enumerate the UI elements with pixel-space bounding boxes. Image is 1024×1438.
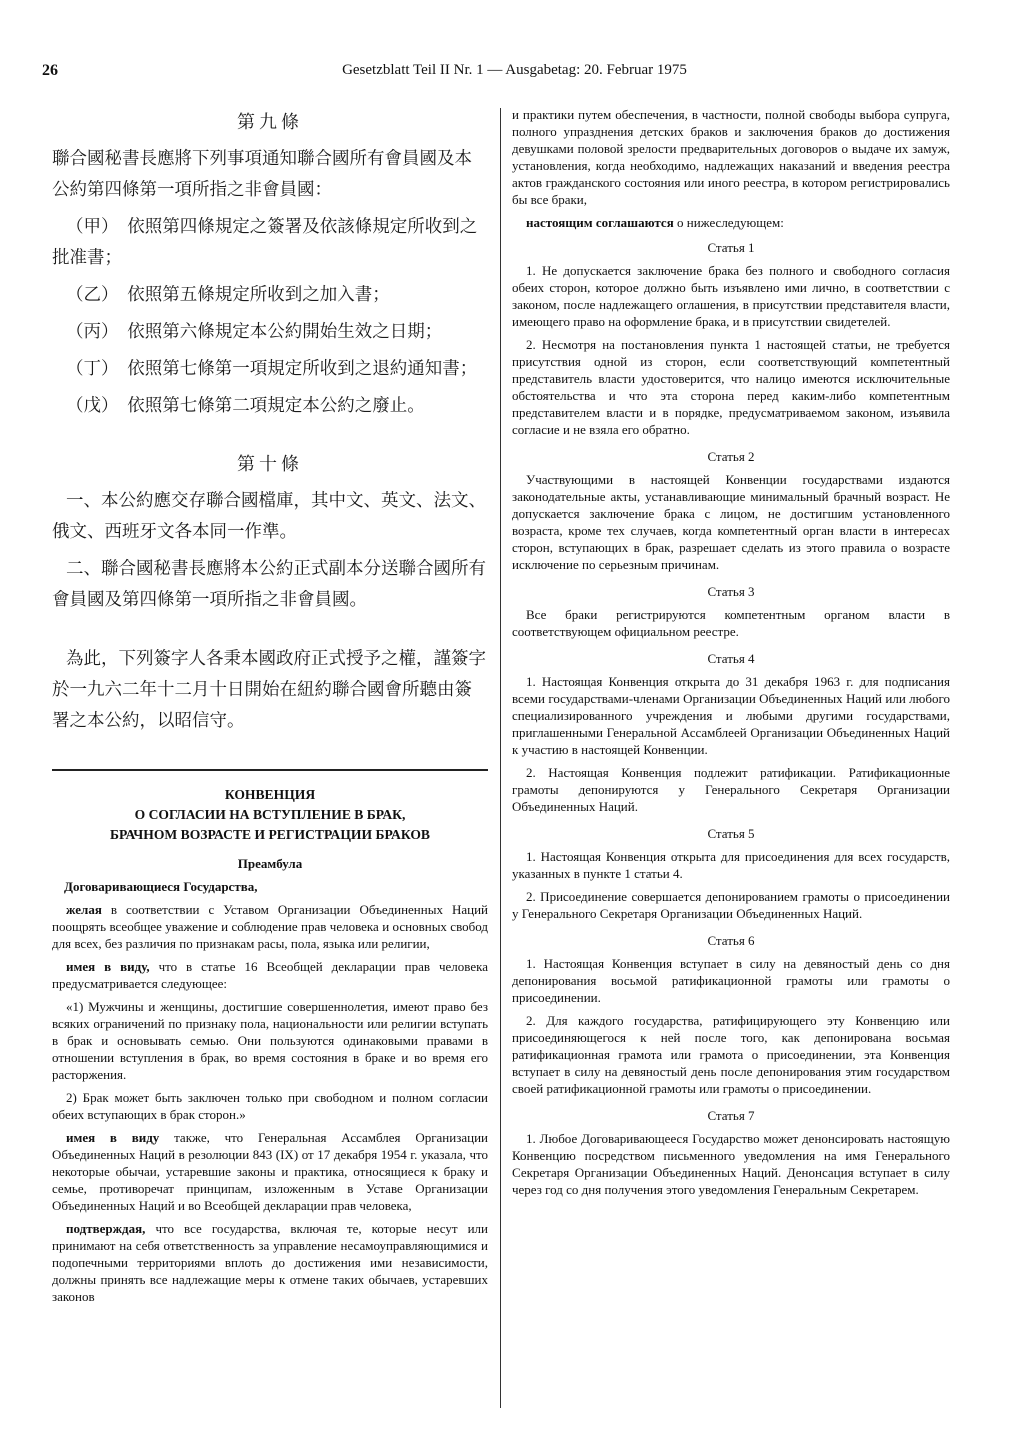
article-paragraph: 2. Несмотря на постановления пункта 1 настоящей статьи, не требуется присутствия одной из сторон, если соответствующий компетентный представитель власти удостоверится, что налицо имеются исключительные обстоятельства и что эта сторона перед каким-либо компетентным представителем власти и в порядке, предусматриваемом законом, изъявила согласие и не взяла его обратно. xyxy=(512,337,950,437)
chinese-article-9-item: （丁） 依照第七條第一項規定所收到之退約通知書； xyxy=(66,359,478,379)
quotation-paragraph: «1) Мужчины и женщины, достигшие совершеннолетия, имеют право без всяких ограничений по признаку пола, национальности или религии вступать в брак и основывать семью. Они пользуются одинаковыми правами в отношении вступления в брак, во время состояния в браке и во время его расторжения. xyxy=(52,999,488,1082)
spacer xyxy=(52,622,488,644)
paragraph-text: о нижеследующем: xyxy=(676,215,784,230)
article-1-heading: Статья 1 xyxy=(707,240,755,255)
russian-text-right xyxy=(512,106,950,1198)
chinese-article-9-intro: 聯合國秘書長應將下列事項通知聯合國所有會員國及本公約第四條第一項所指之非會員國： xyxy=(52,149,472,200)
article-6-heading: Статья 6 xyxy=(707,933,755,948)
paragraph-text: что все государства, включая те, которые несут или принимают на себя ответственность за управление несамоуправляющимися и подопечными территориями вплоть до достижения ими независимости, должны принять все надлежащие меры к отмене таких обычаев, устаревших законов xyxy=(52,1221,488,1304)
page-number: 26 xyxy=(42,62,58,79)
article-paragraph: 1. Любое Договаривающееся Государство может денонсировать настоящую Конвенцию посредством письменного уведомления на имя Генерального Секретаря Организации Объединенных Наций. Денонсация вступает в силу через год со дня получения этого уведомления Генеральным Секретарем. xyxy=(512,1131,950,1197)
lead-word: желая xyxy=(66,902,102,917)
article-5-heading: Статья 5 xyxy=(707,826,755,841)
chinese-article-9-item: （乙） 依照第五條規定所收到之加入書； xyxy=(66,285,390,305)
convention-title-line: КОНВЕНЦИЯ xyxy=(224,787,316,802)
agreement-clause xyxy=(512,214,950,231)
chinese-article-10-item: 一、本公約應交存聯合國檔庫，其中文、英文、法文、俄文、西班牙文各本同一作準。 xyxy=(52,491,486,542)
right-column xyxy=(512,106,950,1204)
russian-text-left xyxy=(52,785,488,1305)
article-paragraph: Участвующими в настоящей Конвенции государствами издаются законодательные акты, устанавливающие минимальный брачный возраст. Не допускается заключение брака с лицом, не достигшим установленного возраста, кроме тех случаев, когда компетентный орган власти в интересах сторон, вступающих в брак, разрешает сделать из этого правила о возрасте исключение по серьезным причинам. xyxy=(512,472,950,572)
preamble-continuation: и практики путем обеспечения, в частности, полной свободы выбора супруга, полного упразднения детских браков и заключения браков до достижения девушками половой зрелости предварительных договоров о выдаче их замуж, установления, когда необходимо, надлежащих наказаний и введения реестра актов гражданского состояния или иного реестра, в котором регистрировались бы все браки, xyxy=(512,107,950,207)
chinese-article-10-item: 二、聯合國秘書長應將本公約正式副本分送聯合國所有會員國及第四條第一項所指之非會員國。 xyxy=(52,559,486,610)
convention-title xyxy=(52,785,488,845)
article-7-heading: Статья 7 xyxy=(707,1108,755,1123)
chinese-article-9-item: （甲） 依照第四條規定之簽署及依該條規定所收到之批准書； xyxy=(52,217,478,268)
column-divider xyxy=(500,108,501,1408)
lead-word: подтверждая, xyxy=(66,1221,146,1236)
spacer xyxy=(52,428,488,450)
convention-title-line: БРАЧНОМ ВОЗРАСТЕ И РЕГИСТРАЦИИ БРАКОВ xyxy=(110,827,430,842)
preamble-heading: Преамбула xyxy=(237,856,303,871)
article-4-heading: Статья 4 xyxy=(707,651,755,666)
article-paragraph: 1. Настоящая Конвенция открыта до 31 декабря 1963 г. для подписания всеми государствами-членами Организации Объединенных Наций или любого специализированного учреждения и любыми другими государствами, приглашенными Генеральной Ассамблеей Организации Объединенных Наций к участию в настоящей Конвенции. xyxy=(512,674,950,757)
paragraph-text: что в статье 16 Всеобщей декларации прав человека предусматривается следующее: xyxy=(52,959,489,991)
running-title: Gesetzblatt Teil II Nr. 1 — Ausgabetag: 20. Februar 1975 xyxy=(342,62,687,78)
article-2-heading: Статья 2 xyxy=(707,449,755,464)
article-paragraph: 1. Не допускается заключение брака без полного и свободного согласия обеих сторон, которое должно быть изъявлено ими лично, в соответствии с законом, после надлежащего оглашения, в присутствии представителя власти, имеющего право на оформление брака, и в присутствии свидетелей. xyxy=(512,263,950,329)
quotation-paragraph: 2) Брак может быть заключен только при свободном и полном согласии обеих вступающих в брак сторон.» xyxy=(52,1090,488,1122)
chinese-closing-clause: 為此，下列簽字人各秉本國政府正式授予之權，謹簽字於一九六二年十二月十日開始在紐約聯合國會所聽由簽署之本公約，以昭信守。 xyxy=(52,649,486,731)
article-paragraph: 2. Присоединение совершается депонированием грамоты о присоединении у Генерального Секретаря Организации Объединенных Наций. xyxy=(512,889,950,921)
chinese-article-10-title: 第十條 xyxy=(237,454,303,475)
chinese-article-9-item: （丙） 依照第六條規定本公約開始生效之日期； xyxy=(66,322,443,342)
article-paragraph: 2. Настоящая Конвенция подлежит ратификации. Ратификационные грамоты депонируются у Генерального Секретаря Организации Объединенных Наций. xyxy=(512,765,950,814)
preamble-paragraph xyxy=(52,1129,488,1214)
chinese-text-block xyxy=(52,108,488,737)
lead-word: настоящим соглашаются xyxy=(526,215,674,230)
article-paragraph: 1. Настоящая Конвенция вступает в силу на девяностый день со дня депонирования восьмой ратификационной грамоты или грамоты о присоединении. xyxy=(512,956,950,1005)
convention-title-line: О СОГЛАСИИ НА ВСТУПЛЕНИЕ В БРАК, xyxy=(134,807,406,822)
preamble-paragraph xyxy=(52,901,488,952)
chinese-article-9-title: 第九條 xyxy=(237,112,303,133)
article-paragraph: Все браки регистрируются компетентным органом власти в соответствующем официальном реестре. xyxy=(512,607,950,639)
lead-word: имея в виду, xyxy=(66,959,150,974)
paragraph-text: также, что Генеральная Ассамблея Организации Объединенных Наций в резолюции 843 (IX) от 17 декабря 1954 г. указала, что некоторые обычаи, устаревшие законы и практика, относящиеся к браку и семье, противоречат принципам, изложенным в Уставе Организации Объединенных Наций и во Всеобщей декларации прав человека, xyxy=(52,1130,488,1213)
preamble-paragraph xyxy=(52,1220,488,1305)
paragraph-text: в соответствии с Уставом Организации Объединенных Наций поощрять всеобщее уважение и соблюдение прав человека и основных свобод для всех, без различия по признакам расы, пола, языка или религии, xyxy=(52,902,488,951)
page-header xyxy=(42,62,987,84)
article-3-heading: Статья 3 xyxy=(707,584,755,599)
lead-word: имея в виду xyxy=(66,1130,160,1145)
article-paragraph: 1. Настоящая Конвенция открыта для присоединения для всех государств, указанных в пункте 1 статьи 4. xyxy=(512,849,950,881)
contracting-states: Договаривающиеся Государства, xyxy=(64,879,258,894)
section-divider xyxy=(52,769,488,771)
left-column xyxy=(52,108,488,1311)
article-paragraph: 2. Для каждого государства, ратифицирующего эту Конвенцию или присоединяющегося к ней после того, как депонирована восьмая ратификационная грамота или грамота о присоединении, эта Конвенция вступает в силу на девяностый день после депонирования этим государством своей ратификационной грамоты или грамоты о присоединении. xyxy=(512,1013,950,1096)
preamble-paragraph xyxy=(52,958,488,992)
chinese-article-9-item: （戊） 依照第七條第二項規定本公約之廢止。 xyxy=(66,396,425,416)
